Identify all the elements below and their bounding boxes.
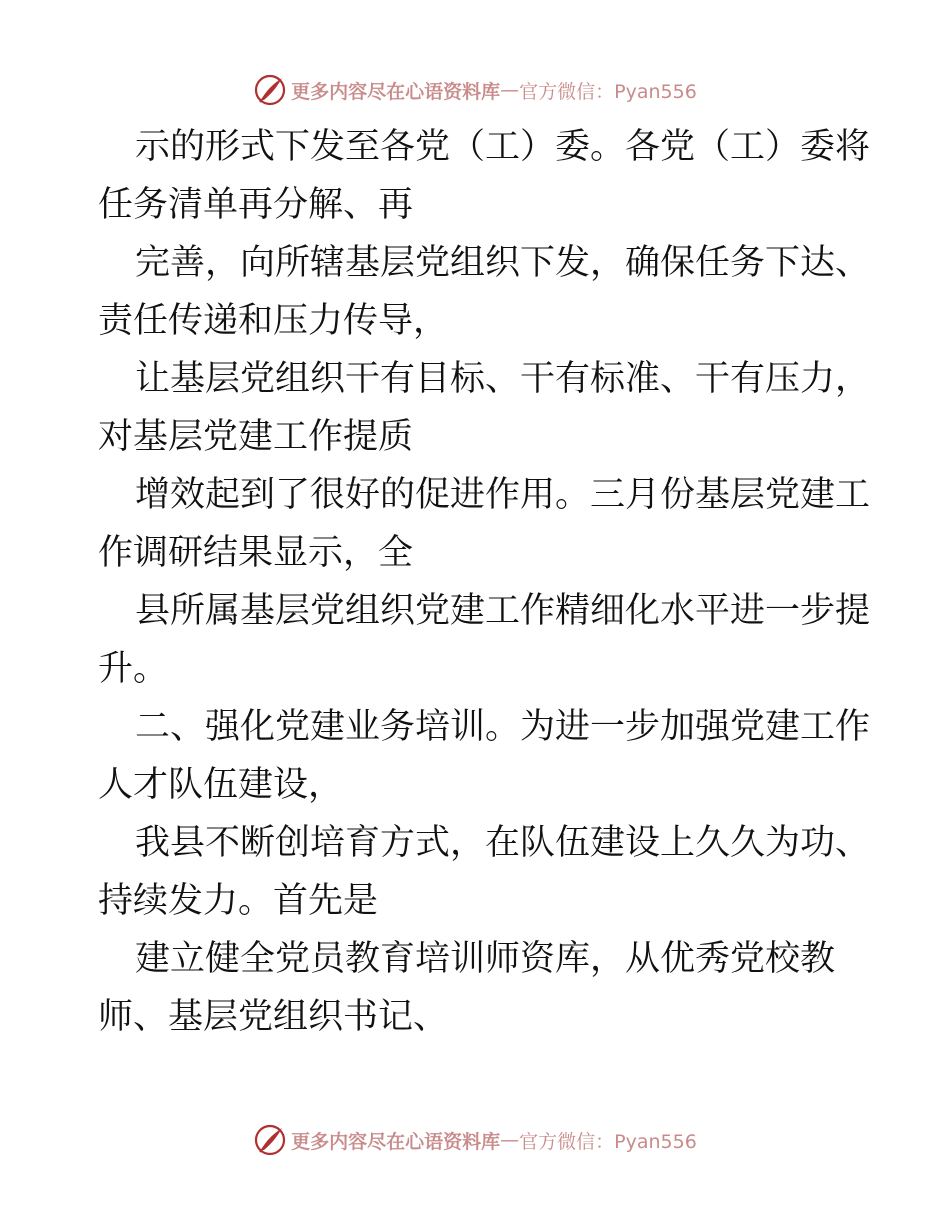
header-site-name: 更多内容尽在心语资料库: [291, 80, 501, 103]
text-line: 任务清单再分解、再: [98, 185, 414, 225]
text-line: 持续发力。首先是: [98, 881, 379, 921]
text-line: 建立健全党员教育培训师资库，从优秀党校教: [135, 939, 836, 979]
text-line: 人才队伍建设，: [98, 765, 344, 805]
text-line: 我县不断创培育方式，在队伍建设上久久为功、: [135, 823, 871, 863]
text-line: 让基层党组织干有目标、干有标准、干有压力，: [135, 359, 871, 399]
text-line: 完善，向所辖基层党组织下发，确保任务下达、: [135, 243, 871, 283]
footer-site-name: 更多内容尽在心语资料库: [291, 1130, 501, 1153]
text-line: 师、基层党组织书记、: [98, 997, 449, 1037]
text-line: 责任传递和压力传导，: [98, 301, 449, 341]
footer-dash: —: [500, 1129, 520, 1151]
text-line: 对基层党建工作提质: [98, 417, 414, 457]
text-line: 升。: [98, 649, 169, 689]
text-line: 作调研结果显示，全: [98, 533, 414, 573]
text-line: 县所属基层党组织党建工作精细化水平进一步提: [135, 591, 871, 631]
text-line: 二、强化党建业务培训。为进一步加强党建工作: [135, 707, 871, 747]
quill-pen-icon: [253, 1123, 287, 1157]
header-dash: —: [500, 79, 520, 101]
footer-banner: [0, 1120, 950, 1160]
document-body: [98, 118, 871, 1046]
header-banner: [0, 70, 950, 110]
text-line: 示的形式下发至各党（工）委。各党（工）委将: [135, 127, 871, 167]
text-line: 增效起到了很好的促进作用。三月份基层党建工: [135, 475, 871, 515]
header-wechat: 官方微信：Pyan556: [519, 80, 697, 103]
footer-wechat: 官方微信：Pyan556: [519, 1130, 697, 1153]
quill-pen-icon: [253, 73, 287, 107]
